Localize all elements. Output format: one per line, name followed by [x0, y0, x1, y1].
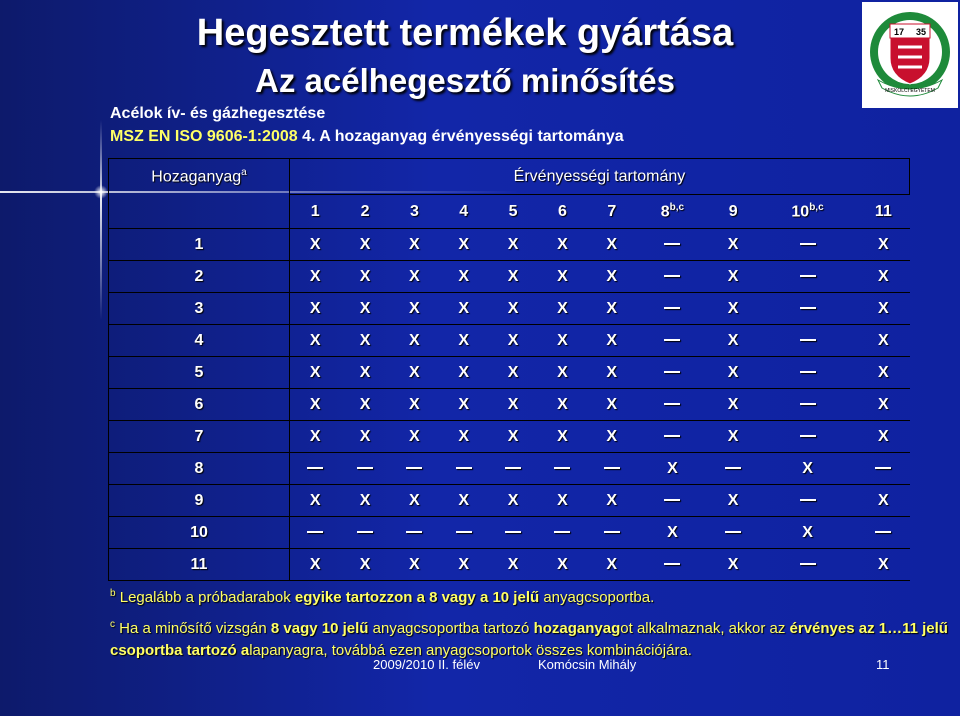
table-row — [109, 389, 910, 421]
table-cell: X — [857, 485, 909, 517]
row-label: 10 — [109, 517, 290, 549]
table-cell: X — [390, 261, 439, 293]
table-header-row — [109, 159, 910, 195]
column-number: 8 — [660, 203, 670, 221]
dash-mark — [725, 531, 741, 533]
table-cell — [636, 261, 708, 293]
dash-mark — [875, 531, 891, 533]
table-cell — [439, 453, 488, 485]
footnote-b-text-2: egyike tartozzon a 8 vagy a 10 jelű — [294, 589, 540, 606]
table-cell: X — [488, 293, 537, 325]
table-row — [109, 325, 910, 357]
table-cell: X — [290, 261, 341, 293]
column-header — [340, 195, 389, 229]
table-cell — [708, 453, 757, 485]
table-cell — [488, 453, 537, 485]
table-cell: X — [587, 485, 636, 517]
table-cell — [636, 325, 708, 357]
table-cell — [340, 453, 389, 485]
table-cell: X — [857, 421, 909, 453]
table-cell: X — [340, 261, 389, 293]
dash-mark — [875, 467, 891, 469]
table-cell — [758, 389, 857, 421]
validity-table — [108, 158, 910, 581]
footer-author: Komócsin Mihály — [538, 657, 637, 672]
table-cell: X — [290, 389, 341, 421]
table-cell — [636, 389, 708, 421]
table-cell — [708, 517, 757, 549]
dash-mark — [307, 531, 323, 533]
table-row — [109, 485, 910, 517]
dash-mark — [406, 531, 422, 533]
standard-number: MSZ EN ISO 9606-1:2008 — [110, 128, 298, 145]
table-cell: X — [488, 485, 537, 517]
table-cell: X — [857, 293, 909, 325]
table-cell: X — [488, 357, 537, 389]
table-cell — [390, 453, 439, 485]
dash-mark — [664, 371, 680, 373]
dash-mark — [406, 467, 422, 469]
table-cell — [636, 293, 708, 325]
column-header — [758, 195, 857, 229]
table-cell: X — [290, 293, 341, 325]
table-cell — [758, 261, 857, 293]
logo-year-left: 17 — [893, 27, 905, 37]
row-label: 3 — [109, 293, 290, 325]
dash-mark — [800, 563, 816, 565]
dash-mark — [664, 435, 680, 437]
row-header-text: Hozaganyag — [151, 168, 242, 186]
decor-vertical-line — [100, 120, 102, 320]
table-cell — [439, 517, 488, 549]
table-cell: X — [290, 421, 341, 453]
dash-mark — [554, 467, 570, 469]
standard-line — [110, 128, 624, 146]
table-cell — [290, 453, 341, 485]
column-header — [587, 195, 636, 229]
table-cell: X — [290, 229, 341, 261]
table-cell — [758, 325, 857, 357]
table-cell: X — [587, 293, 636, 325]
column-number: 9 — [728, 202, 738, 220]
table-cell — [636, 485, 708, 517]
table-cell — [538, 453, 587, 485]
column-number: 10 — [791, 203, 810, 221]
table-cell: X — [290, 357, 341, 389]
column-header — [857, 195, 909, 229]
logo-year-right: 35 — [915, 27, 927, 37]
table-cell: X — [587, 421, 636, 453]
row-label: 9 — [109, 485, 290, 517]
table-cell — [340, 517, 389, 549]
footnote-b-marker: b — [110, 588, 116, 599]
table-cell: X — [390, 389, 439, 421]
table-cell: X — [390, 293, 439, 325]
table-cell: X — [708, 293, 757, 325]
column-sup: b,c — [669, 201, 685, 213]
table-row — [109, 229, 910, 261]
table-cell: X — [857, 357, 909, 389]
table-cell: X — [538, 261, 587, 293]
logo-banner-text: MISKOLCI EGYETEM — [885, 88, 935, 94]
table-cell: X — [857, 229, 909, 261]
table-row — [109, 357, 910, 389]
table-cell: X — [708, 549, 757, 581]
table-cell: X — [708, 261, 757, 293]
dash-mark — [664, 339, 680, 341]
dash-mark — [505, 467, 521, 469]
table-cell: X — [439, 229, 488, 261]
row-label: 5 — [109, 357, 290, 389]
table-cell: X — [340, 485, 389, 517]
column-number: 4 — [459, 202, 469, 220]
table-cell: X — [857, 325, 909, 357]
table-cell — [636, 229, 708, 261]
row-label: 4 — [109, 325, 290, 357]
dash-mark — [456, 531, 472, 533]
table-cell — [758, 485, 857, 517]
table-cell: X — [488, 261, 537, 293]
table-cell: X — [708, 485, 757, 517]
table-cell: X — [587, 389, 636, 421]
column-header — [636, 195, 708, 229]
table-cell: X — [587, 229, 636, 261]
column-number: 11 — [874, 202, 892, 220]
table-cell — [758, 421, 857, 453]
table-cell — [636, 549, 708, 581]
footnote-c-text-3: anyagcsoportba tartozó — [368, 620, 534, 637]
table-cell: X — [390, 229, 439, 261]
table-cell — [290, 517, 341, 549]
table-cell: X — [488, 229, 537, 261]
table-row — [109, 421, 910, 453]
row-label: 1 — [109, 229, 290, 261]
column-number: 3 — [409, 202, 419, 220]
dash-mark — [554, 531, 570, 533]
footnote-c — [110, 614, 955, 662]
table-cell — [488, 517, 537, 549]
col-group-header: Érvényességi tartomány — [290, 159, 910, 195]
table-cell: X — [439, 293, 488, 325]
column-number: 5 — [508, 202, 518, 220]
table-cell: X — [587, 549, 636, 581]
table-cell: X — [758, 517, 857, 549]
column-number: 2 — [360, 202, 370, 220]
column-number: 6 — [557, 202, 567, 220]
dash-mark — [800, 435, 816, 437]
table-cell — [758, 549, 857, 581]
table-cell: X — [390, 325, 439, 357]
table-cell: X — [340, 293, 389, 325]
row-label: 6 — [109, 389, 290, 421]
footnote-c-marker: c — [110, 619, 115, 630]
table-row — [109, 293, 910, 325]
column-header — [538, 195, 587, 229]
table-cell: X — [488, 549, 537, 581]
table-cell — [857, 517, 909, 549]
dash-mark — [505, 531, 521, 533]
dash-mark — [604, 467, 620, 469]
table-cell: X — [439, 261, 488, 293]
table-cell — [636, 421, 708, 453]
dash-mark — [357, 531, 373, 533]
row-label: 11 — [109, 549, 290, 581]
table-cell: X — [538, 485, 587, 517]
column-sup: b,c — [809, 201, 824, 213]
university-logo — [862, 2, 958, 108]
table-cell: X — [439, 389, 488, 421]
dash-mark — [800, 371, 816, 373]
table-cell: X — [439, 549, 488, 581]
table-cell — [390, 517, 439, 549]
table-cell: X — [538, 357, 587, 389]
table-cell: X — [708, 357, 757, 389]
table-cell: X — [587, 357, 636, 389]
dash-mark — [725, 467, 741, 469]
table-cell: X — [290, 549, 341, 581]
footnote-c-text-4: hozaganyag — [533, 620, 621, 637]
column-header — [488, 195, 537, 229]
table-cell: X — [340, 421, 389, 453]
table-cell: X — [857, 261, 909, 293]
table-cell: X — [340, 357, 389, 389]
row-label: 2 — [109, 261, 290, 293]
table-cell: X — [636, 517, 708, 549]
table-row — [109, 453, 910, 485]
table-cell: X — [340, 389, 389, 421]
table-cell: X — [340, 229, 389, 261]
dash-mark — [800, 499, 816, 501]
table-cell: X — [587, 261, 636, 293]
slide-title: Hegesztett termékek gyártása — [196, 12, 734, 54]
dash-mark — [800, 243, 816, 245]
footnote-c-text-6: érvényes az 1…11 jelű csoportba tartozó a — [110, 620, 948, 659]
table-cell: X — [538, 389, 587, 421]
column-number: 1 — [310, 202, 320, 220]
dash-mark — [664, 499, 680, 501]
table-cell — [857, 453, 909, 485]
dash-mark — [664, 403, 680, 405]
table-cell — [587, 517, 636, 549]
dash-mark — [307, 467, 323, 469]
footnote-b — [110, 588, 654, 606]
table-row — [109, 517, 910, 549]
table-cell: X — [340, 549, 389, 581]
row-header-sup: a — [241, 167, 247, 178]
process-line: Acélok ív- és gázhegesztése — [110, 105, 326, 122]
table-cell: X — [708, 421, 757, 453]
table-cell — [758, 229, 857, 261]
table-cell: X — [538, 229, 587, 261]
column-header — [390, 195, 439, 229]
dash-mark — [357, 467, 373, 469]
decor-flare — [94, 185, 108, 199]
column-header — [708, 195, 757, 229]
table-cell: X — [857, 549, 909, 581]
footer-date: 2009/2010 II. félév — [373, 657, 480, 672]
table-row — [109, 549, 910, 581]
dash-mark — [800, 307, 816, 309]
table-cell: X — [439, 421, 488, 453]
dash-mark — [800, 403, 816, 405]
dash-mark — [664, 275, 680, 277]
table-cell: X — [758, 453, 857, 485]
table-cell: X — [290, 325, 341, 357]
table-cell: X — [587, 325, 636, 357]
footnote-c-text-5: ot alkalmaznak, akkor az — [620, 620, 790, 637]
table-cell — [587, 453, 636, 485]
footnote-b-text-1: Legalább a próbadarabok — [115, 589, 295, 606]
table-cell: X — [538, 549, 587, 581]
table-cell: X — [708, 229, 757, 261]
footnote-c-text-2: 8 vagy 10 jelű — [270, 620, 369, 637]
table-cell — [538, 517, 587, 549]
table-cell: X — [390, 357, 439, 389]
dash-mark — [664, 307, 680, 309]
row-label: 8 — [109, 453, 290, 485]
table-cell: X — [439, 325, 488, 357]
column-number: 7 — [607, 202, 617, 220]
footnote-c-text-7: lapanyagra, továbbá ezen anyagcsoportok összes kombinációjára. — [249, 642, 692, 659]
table-cell: X — [636, 453, 708, 485]
table-cell: X — [708, 325, 757, 357]
table-cell: X — [390, 421, 439, 453]
table-cell: X — [390, 485, 439, 517]
footer-page-number: 11 — [876, 657, 890, 672]
table-cell: X — [538, 421, 587, 453]
table-cell: X — [538, 325, 587, 357]
table-cell: X — [439, 485, 488, 517]
slide-subtitle: Az acélhegesztő minősítés — [255, 62, 675, 99]
table-cell: X — [340, 325, 389, 357]
row-label: 7 — [109, 421, 290, 453]
column-header — [439, 195, 488, 229]
table-cell — [758, 293, 857, 325]
table-cell: X — [390, 549, 439, 581]
table-cell: X — [290, 485, 341, 517]
table-row — [109, 261, 910, 293]
dash-mark — [456, 467, 472, 469]
row-header-label — [109, 159, 290, 229]
table-cell: X — [439, 357, 488, 389]
table-cell: X — [488, 389, 537, 421]
table-cell: X — [488, 325, 537, 357]
dash-mark — [800, 339, 816, 341]
footnote-c-text-1: Ha a minősítő vizsgán — [115, 620, 271, 637]
footnote-b-text-3: anyagcsoportba. — [539, 589, 655, 606]
dash-mark — [664, 563, 680, 565]
table-cell: X — [857, 389, 909, 421]
table-cell: X — [488, 421, 537, 453]
dash-mark — [604, 531, 620, 533]
standard-section: 4. A hozaganyag érvényességi tartománya — [297, 128, 624, 145]
table-cell: X — [538, 293, 587, 325]
table-cell — [636, 357, 708, 389]
dash-mark — [664, 243, 680, 245]
table-cell — [758, 357, 857, 389]
column-header — [290, 195, 341, 229]
dash-mark — [800, 275, 816, 277]
table-cell: X — [708, 389, 757, 421]
